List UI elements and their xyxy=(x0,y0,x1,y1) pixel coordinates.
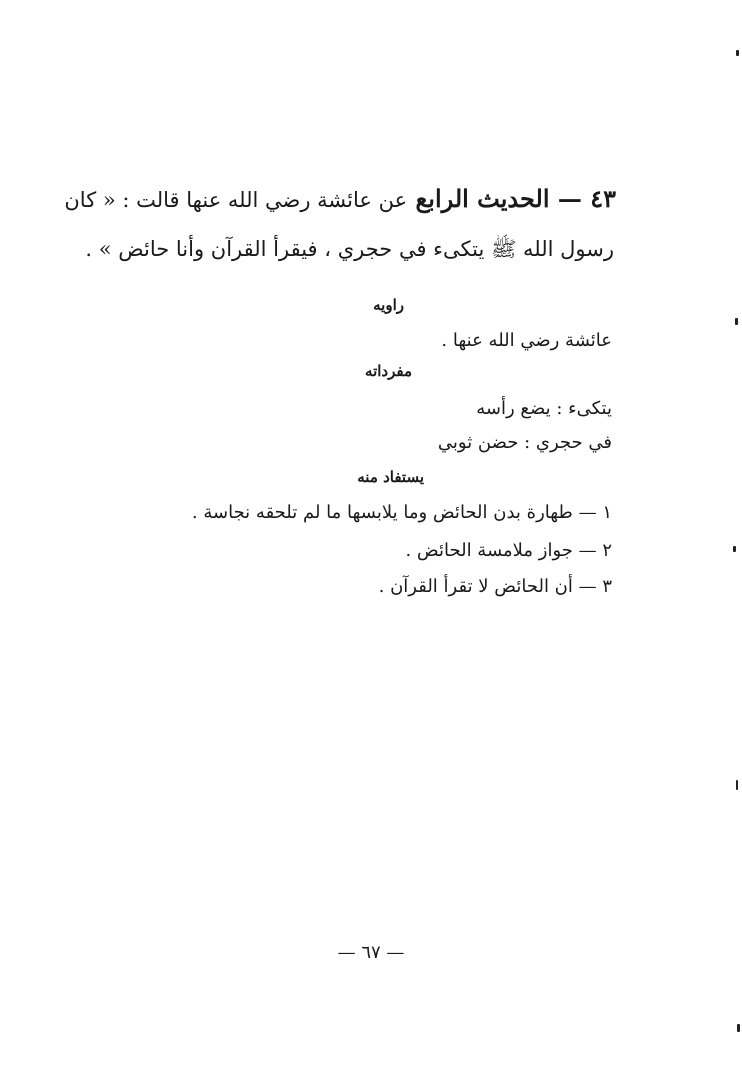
hadith-title: الحديث الرابع xyxy=(415,184,550,213)
vocab-word: في حجري xyxy=(535,432,612,453)
edge-mark xyxy=(735,318,738,325)
lessons-heading: يستفاد منه xyxy=(357,468,424,486)
edge-mark xyxy=(736,50,739,56)
lesson-item: ١ — طهارة بدن الحائض وما يلابسها ما لم تلحقه نجاسة . xyxy=(191,502,612,523)
hadith-second-line: رسول الله ﷺ يتكىء في حجري ، فيقرأ القرآن وأنا حائض » . xyxy=(85,237,614,261)
edge-mark xyxy=(737,1024,740,1032)
vocab-meaning: يضع رأسه xyxy=(476,398,551,419)
vocab-separator: : xyxy=(518,432,536,453)
hadith-first-line xyxy=(64,184,616,213)
edge-mark xyxy=(733,546,736,552)
lesson-item: ٣ — أن الحائض لا تقرأ القرآن . xyxy=(378,576,612,597)
lesson-item: ٢ — جواز ملامسة الحائض . xyxy=(405,540,612,561)
vocab-word: يتكىء xyxy=(568,398,612,419)
vocab-item xyxy=(476,398,612,419)
page-number: — ٦٧ — xyxy=(337,942,405,963)
narrator-heading: راويه xyxy=(373,296,404,314)
vocab-heading: مفرداته xyxy=(365,362,412,380)
hadith-number: ٤٣ xyxy=(590,184,616,213)
hadith-intro: عن عائشة رضي الله عنها قالت : « كان xyxy=(64,188,408,212)
narrator-text: عائشة رضي الله عنها . xyxy=(441,330,612,351)
hadith-dash: — xyxy=(557,184,582,213)
vocab-item xyxy=(438,432,612,453)
edge-mark xyxy=(736,780,738,790)
vocab-separator: : xyxy=(550,398,569,419)
vocab-meaning: حضن ثوبي xyxy=(437,432,519,453)
